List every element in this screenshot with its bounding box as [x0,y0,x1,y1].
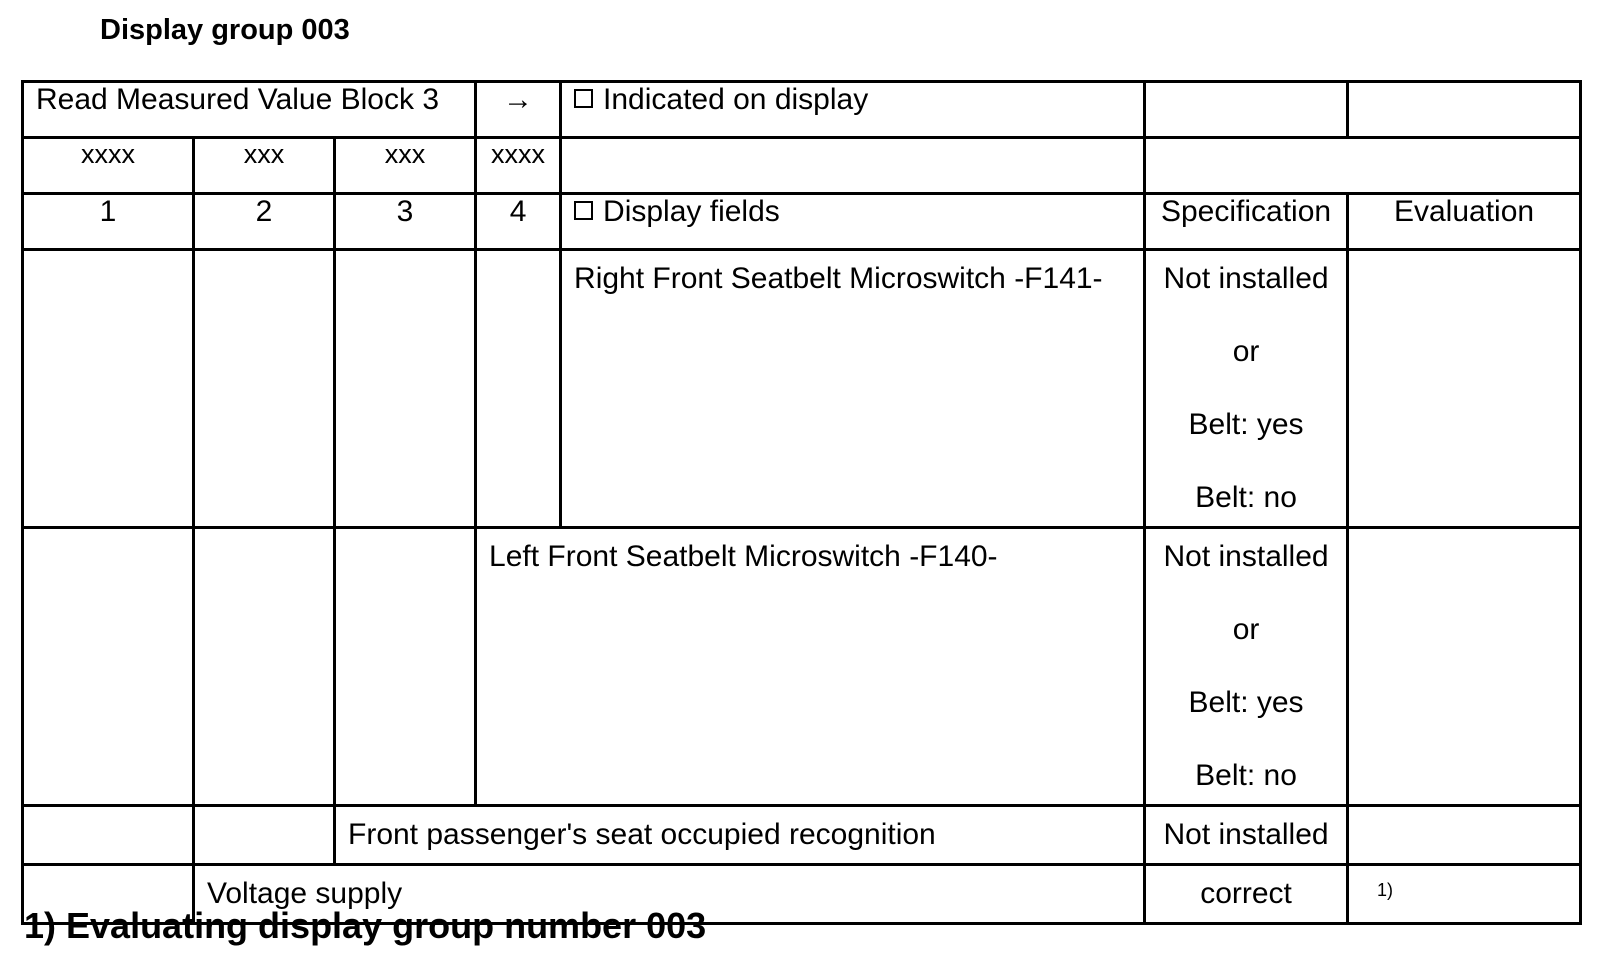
field-number-4: 4 [476,194,561,250]
spec-line: or [1232,613,1260,646]
row-evaluation [1348,806,1581,865]
table-row [23,806,1581,865]
row-label [561,250,1145,528]
spec-line: Belt: yes [1188,408,1304,441]
row-label [335,806,1145,865]
row-evaluation [1348,865,1581,924]
row-evaluation [1348,250,1581,528]
checkbox-square-icon [574,89,593,108]
arrow-icon: → [476,82,561,138]
field-number-2: 2 [194,194,335,250]
footnote: 1) Evaluating display group number 003 [24,905,707,946]
row-label-text: Voltage supply [207,877,403,910]
row-spec [1145,528,1348,806]
evaluation-header: Evaluation [1348,194,1581,250]
code-cell-3: xxx [335,138,476,194]
row-label-text: Front passenger's seat occupied recognition [348,818,936,851]
spec-line: Not installed [1163,540,1329,573]
table-row [23,250,1581,528]
indicated-on-display [561,82,1145,138]
empty-code-wide-cell [1145,138,1581,194]
row-label-text: Left Front Seatbelt Microswitch -F140- [489,540,998,573]
spec-line: Belt: yes [1188,686,1304,719]
field-number-3: 3 [335,194,476,250]
code-cell-1: xxxx [23,138,194,194]
spec-line: Not installed [1163,818,1329,851]
row-evaluation [1348,528,1581,806]
page-title: Display group 003 [100,14,350,46]
table-row [23,528,1581,806]
row-spec [1145,806,1348,865]
code-cell-2: xxx [194,138,335,194]
spec-line: or [1232,335,1260,368]
code-row [23,138,1581,194]
spec-line: correct [1200,877,1292,910]
empty-spec-header-cell [1145,82,1348,138]
indicated-label: Indicated on display [603,83,869,116]
empty-eval-header-cell [1348,82,1581,138]
row-label [476,528,1145,806]
display-fields-header [561,194,1145,250]
field-number-1: 1 [23,194,194,250]
code-cell-4: xxxx [476,138,561,194]
spec-line: Belt: no [1195,759,1297,792]
block-title: Read Measured Value Block 3 [23,82,476,138]
row-spec [1145,865,1348,924]
table-header-row [23,82,1581,138]
spec-line: Belt: no [1195,481,1297,514]
display-fields-label: Display fields [603,195,780,228]
row-label-text: Right Front Seatbelt Microswitch -F141- [574,262,1103,295]
specification-header: Specification [1145,194,1348,250]
row-spec [1145,250,1348,528]
measured-value-table [21,80,1582,925]
field-number-row [23,194,1581,250]
empty-code-cell [561,138,1145,194]
spec-line: Not installed [1163,262,1329,295]
checkbox-square-icon [574,201,593,220]
footnote-ref: 1) [1377,880,1394,900]
